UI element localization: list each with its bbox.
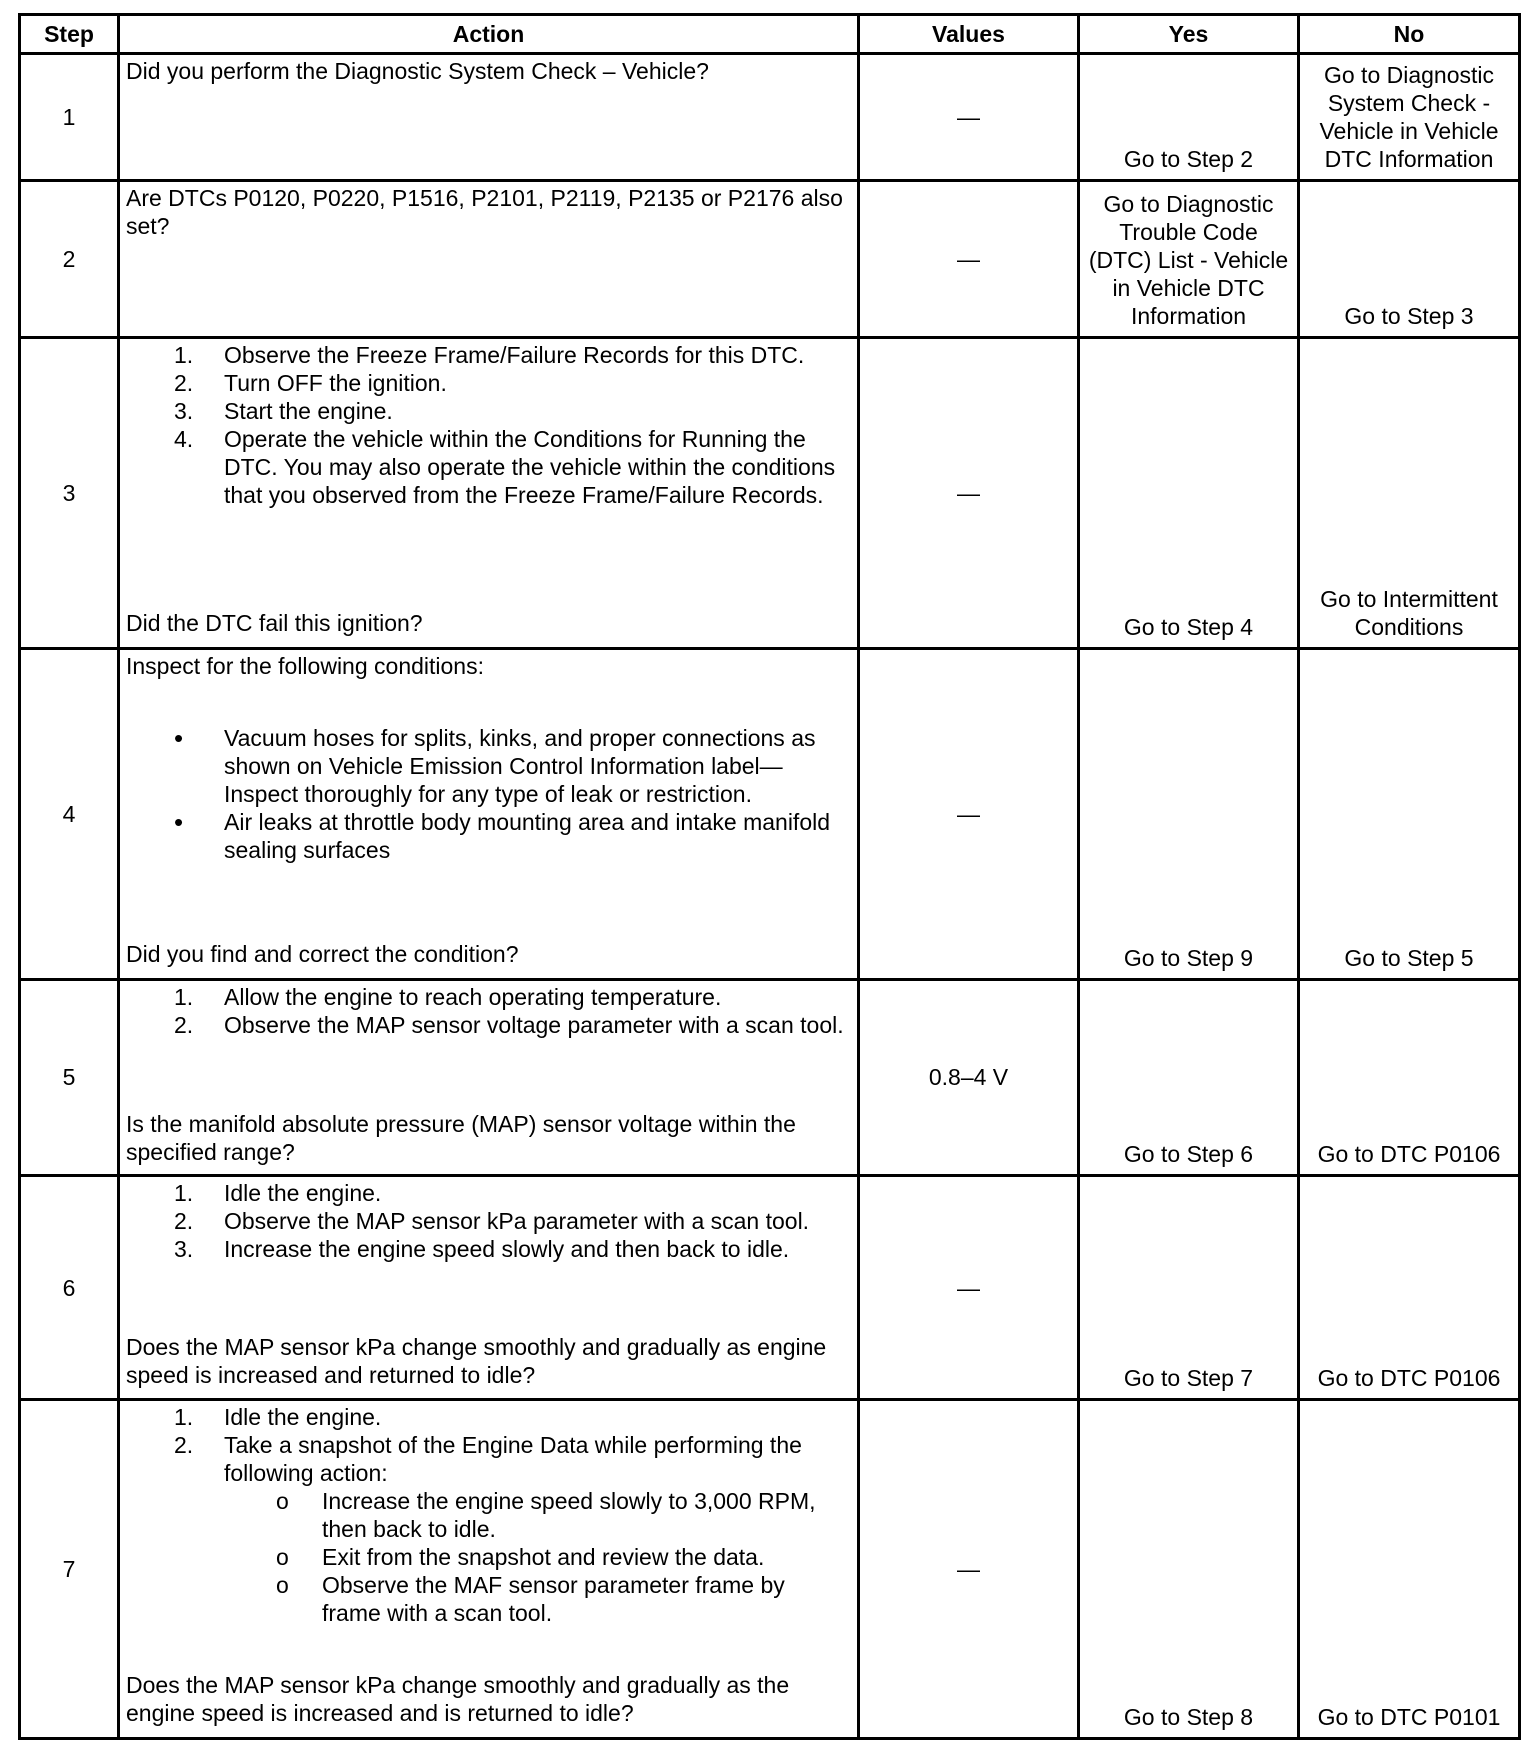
table-row — [20, 54, 1520, 181]
values-cell: — — [859, 338, 1079, 649]
action-step: Turn OFF the ignition. — [224, 370, 447, 397]
header-values: Values — [859, 15, 1079, 54]
action-steps — [126, 1179, 849, 1263]
no-cell: Go to Step 5 — [1299, 648, 1520, 979]
step-number: 6 — [20, 1176, 119, 1400]
action-question: Did the DTC fail this ignition? — [126, 610, 423, 637]
yes-cell: Go to Diagnostic Trouble Code (DTC) List - Vehicle in Vehicle DTC Information — [1079, 181, 1299, 338]
action-cell — [119, 338, 859, 649]
action-step-text: Take a snapshot of the Engine Data while performing the following action: — [224, 1432, 802, 1487]
action-steps — [126, 341, 849, 509]
yes-cell: Go to Step 9 — [1079, 648, 1299, 979]
action-step: Observe the MAP sensor voltage parameter with a scan tool. — [224, 1011, 844, 1038]
action-step: Idle the engine. — [224, 1180, 382, 1207]
action-intro: Inspect for the following conditions: — [126, 652, 484, 679]
no-cell: Go to Diagnostic System Check - Vehicle in Vehicle DTC Information — [1299, 54, 1520, 181]
action-cell — [119, 648, 859, 979]
action-step: Observe the MAP sensor kPa parameter with a scan tool. — [224, 1208, 810, 1235]
no-cell: Go to DTC P0101 — [1299, 1400, 1520, 1739]
condition-bullet: • Air leaks at throttle body mounting area and intake manifold sealing surfaces — [224, 808, 849, 864]
action-question: Did you perform the Diagnostic System Check – Vehicle? — [126, 58, 709, 84]
values-cell: — — [859, 54, 1079, 181]
action-cell — [119, 181, 859, 338]
yes-cell: Go to Step 6 — [1079, 979, 1299, 1176]
action-step — [224, 1431, 849, 1627]
yes-cell: Go to Step 4 — [1079, 338, 1299, 649]
table-row — [20, 648, 1520, 979]
action-substep: o Exit from the snapshot and review the data. — [322, 1543, 849, 1571]
header-yes: Yes — [1079, 15, 1299, 54]
no-cell: Go to Step 3 — [1299, 181, 1520, 338]
values-cell: 0.8–4 V — [859, 979, 1079, 1176]
action-question: Did you find and correct the condition? — [126, 940, 519, 967]
action-step: Idle the engine. — [224, 1404, 382, 1431]
no-cell: Go to DTC P0106 — [1299, 979, 1520, 1176]
values-cell: — — [859, 1400, 1079, 1739]
header-action: Action — [119, 15, 859, 54]
yes-cell: Go to Step 2 — [1079, 54, 1299, 181]
action-step: Allow the engine to reach operating temperature. — [224, 983, 722, 1010]
action-step: Observe the Freeze Frame/Failure Records for this DTC. — [224, 342, 805, 369]
step-number: 7 — [20, 1400, 119, 1739]
action-steps — [126, 983, 849, 1039]
action-question: Are DTCs P0120, P0220, P1516, P2101, P2119, P2135 or P2176 also set? — [126, 185, 843, 240]
step-number: 5 — [20, 979, 119, 1176]
action-substeps — [224, 1487, 849, 1627]
step-number: 2 — [20, 181, 119, 338]
header-row — [20, 15, 1520, 54]
action-question: Does the MAP sensor kPa change smoothly and gradually as engine speed is increased and returned to idle? — [126, 1334, 827, 1389]
header-step: Step — [20, 15, 119, 54]
action-step: Operate the vehicle within the Conditions for Running the DTC. You may also operate the vehicle within the conditions that you observed from the Freeze Frame/Failure Records. — [224, 426, 836, 509]
diagnostic-table — [18, 13, 1521, 1740]
action-cell — [119, 1400, 859, 1739]
action-cell — [119, 979, 859, 1176]
table-row — [20, 979, 1520, 1176]
action-step: Start the engine. — [224, 398, 393, 425]
values-cell: — — [859, 648, 1079, 979]
action-cell — [119, 54, 859, 181]
table-row — [20, 338, 1520, 649]
step-number: 3 — [20, 338, 119, 649]
action-question: Does the MAP sensor kPa change smoothly and gradually as the engine speed is increased and is returned to idle? — [126, 1672, 790, 1727]
action-step: Increase the engine speed slowly and then back to idle. — [224, 1236, 790, 1263]
no-cell: Go to Intermittent Conditions — [1299, 338, 1520, 649]
step-number: 1 — [20, 54, 119, 181]
action-substep: o Increase the engine speed slowly to 3,000 RPM, then back to idle. — [322, 1487, 849, 1543]
yes-cell: Go to Step 7 — [1079, 1176, 1299, 1400]
action-cell — [119, 1176, 859, 1400]
table-row — [20, 1400, 1520, 1739]
action-question: Is the manifold absolute pressure (MAP) sensor voltage within the specified range? — [126, 1110, 796, 1165]
table-row — [20, 181, 1520, 338]
table-row — [20, 1176, 1520, 1400]
action-substep: o Observe the MAF sensor parameter frame by frame with a scan tool. — [322, 1571, 849, 1627]
values-cell: — — [859, 1176, 1079, 1400]
yes-cell: Go to Step 8 — [1079, 1400, 1299, 1739]
condition-bullets — [126, 724, 849, 864]
condition-bullet: • Vacuum hoses for splits, kinks, and proper connections as shown on Vehicle Emission Control Information label—Inspect thoroughly for any type of leak or restriction. — [224, 724, 849, 808]
header-no: No — [1299, 15, 1520, 54]
step-number: 4 — [20, 648, 119, 979]
action-steps — [126, 1403, 849, 1627]
values-cell: — — [859, 181, 1079, 338]
no-cell: Go to DTC P0106 — [1299, 1176, 1520, 1400]
